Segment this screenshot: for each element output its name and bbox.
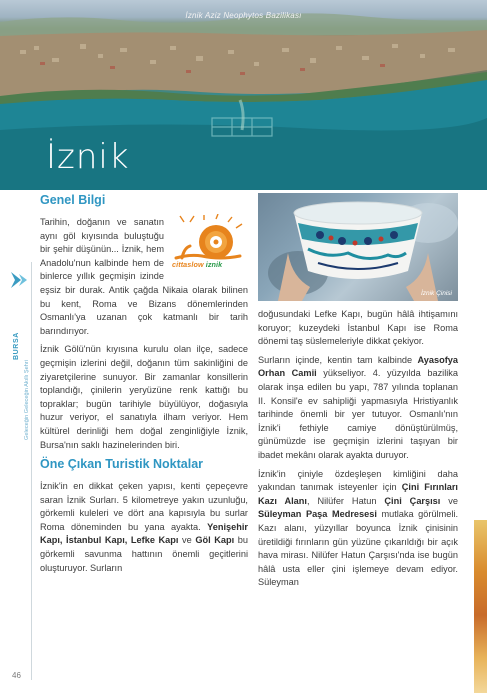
hero-caption: İznik Aziz Neophytos Bazilikası [185, 11, 302, 20]
hero-photo [0, 0, 487, 190]
photo-caption: İznik Çinisi [420, 290, 452, 297]
paragraph-lefke-gate: doğusundaki Lefke Kapı, bugün hâlâ ihtişamını koruyor; kuzeydeki İstanbul Kapı ise Roma dönemi taş süslemeleriyle dikkat çekiyor. [258, 309, 458, 347]
snail-icon [170, 214, 250, 264]
page-number: 46 [12, 671, 21, 680]
section-heading-general: Genel Bilgi [40, 193, 106, 207]
paragraph-ayasofya: Surların içinde, kentin tam kalbinde Ayasofya Orhan Camii yükseliyor. 4. yüzyılda bazilika olarak inşa edilen bu yapı, 787 yılında toplanan II. Konsil'e ev sahipliği yapmasıyla Hristiyanlık tarihinde önemli bir yer tutuyor. Osmanlı'nın İznik'i fethiyle camiye dönüştürülmüş, günümüzde ise geçmişin izlerini taşıyan bir ibadet mekânı olarak ayakta duruyor. [258, 354, 458, 460]
bursa-logo-icon [7, 268, 31, 292]
intro-block [40, 216, 248, 338]
ceramic-bowl-illustration [258, 193, 458, 301]
side-slogan: Geleceğin Geleceğin Akıllı Şehri [24, 360, 30, 440]
section-heading-highlights: Öne Çıkan Turistik Noktalar [40, 457, 204, 472]
paragraph-lake: İznik Gölü'nün kıyısına kurulu olan ilçe, sadece geçmişin izlerini değil, doğanın tüm sakinliğini de ziyaretçilerine sunuyor. Bir zamanlar konsillerin toplandığı, çinilerin yeryüzüne renk kattığı bu topraklar; bugün tarihiyle büyülüyor, doğasıyla huzur veriyor, el sanatıyla ilham veriyor. Hem kültürel derinliği hem doğal zenginliğiyle İznik, Bursa'nın saklı hazinelerinden biri. [40, 344, 248, 450]
cittaslow-logo [170, 214, 250, 276]
page-title: İznik [46, 137, 130, 177]
left-column [40, 193, 248, 580]
side-brand: BURSA [13, 332, 20, 360]
paragraph-tiles: İznik'in çiniyle özdeşleşen kimliğini daha yakından tanımak isteyenler için Çini Fırınları Kazı Alanı, Nilüfer Hatun Çini Çarşısı ve Süleyman Paşa Medresesi mutlaka görülmeli. Kazı alanı, yüzyıllar boyunca İznik çinisinin üretildiği fırınların gün yüzüne çıkarıldığı bir açık hava mirası. Nilüfer Hatun Çarşısı'nda ise bugün hâlâ usta eller çini işlemeye devam ediyor. Süleyman [258, 468, 458, 588]
paragraph-walls: İznik'in en dikkat çeken yapısı, kenti çepeçevre saran İznik Surları. 5 kilometreye yakın uzunluğu, görkemli kuleleri ve dört ana kapısıyla bu surlar Roma döneminden bu yana ayakta. Yenişehir Kapı, İstanbul Kapı, Lefke Kapı ve Göl Kapı bu görkemli savunma hattının önemli geçitlerini oluşturuyor. Surların [40, 481, 249, 573]
right-column [258, 193, 458, 595]
side-divider [31, 262, 32, 680]
edge-photo-strip [474, 520, 487, 693]
iznik-tile-photo [258, 193, 458, 301]
intro-paragraph: Tarihin, doğanın ve sanatın aynı göl kıyısında buluştuğu bir şehir düşünün... İznik, hem Anadolu'nun kalbinde hem de binlerce yıllık geçmişin izinde eşsiz bir durak. Antik çağda Nikaia olarak bilinen bu kent, Roma ve Bizans dönemlerinden Osmanlı'ya uzanan çok katmanlı bir tarih barındırıyor. [40, 217, 248, 336]
cittaslow-label: cittaslow iznik [172, 260, 223, 269]
